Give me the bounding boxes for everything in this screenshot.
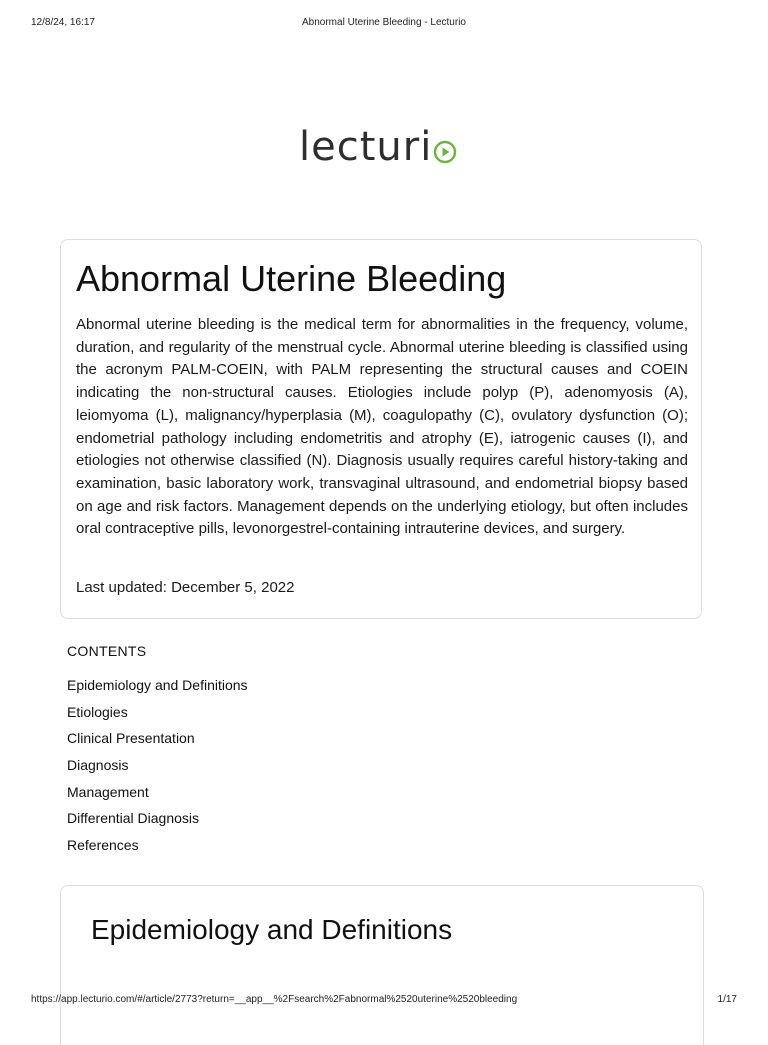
article-summary-card [60,239,702,619]
section-card-epidemiology [60,885,704,1045]
contents-link-clinical-presentation[interactable]: Clinical Presentation [67,730,195,747]
article-title: Abnormal Uterine Bleeding [76,258,507,299]
contents-link-epidemiology[interactable]: Epidemiology and Definitions [67,677,248,693]
last-updated: Last updated: December 5, 2022 [76,579,295,596]
print-header [31,17,737,31]
section-title: Epidemiology and Definitions [91,914,453,945]
contents-list [67,676,248,863]
play-circle-icon [433,140,457,164]
logo-wordmark: lecturi [299,124,433,170]
print-page-title: Abnormal Uterine Bleeding - Lecturio [302,17,466,28]
lecturio-logo[interactable] [299,123,489,171]
print-page-number: 1/17 [717,994,737,1005]
print-url: https://app.lecturio.com/#/article/2773?return=__app__%2Fsearch%2Fabnormal%2520uterine%2520bleeding [31,994,518,1005]
contents-link-diagnosis[interactable]: Diagnosis [67,757,129,774]
print-footer [31,994,737,1008]
article-summary: Abnormal uterine bleeding is the medical term for abnormalities in the frequency, volume, duration, and regularity of the menstrual cycle. Abnormal uterine bleeding is classified using the acronym PALM-COEIN, with PALM representing the structural causes and COEIN indicating the non-structural causes. Etiologies include polyp (P), adenomyosis (A), leiomyoma (L), malignancy/hyperplasia (M), coagulopathy (C), ovulatory dysfunction (O); endometrial pathology including endometritis and atrophy (E), iatrogenic causes (I), and etiologies not otherwise classified (N). Diagnosis usually requires careful history-taking and examination, basic laboratory work, transvaginal ultrasound, and endometrial biopsy based on age and risk factors. Management depends on the underlying etiology, but often includes oral contraceptive pills, levonorgestrel-containing intrauterine devices, and surgery. [76,316,688,538]
contents-heading: CONTENTS [67,643,147,659]
contents-link-differential-diagnosis[interactable]: Differential Diagnosis [67,810,200,827]
contents-link-references[interactable]: References [67,837,139,854]
print-datetime: 12/8/24, 16:17 [31,17,95,28]
contents-link-management[interactable]: Management [67,783,149,800]
contents-link-etiologies[interactable]: Etiologies [67,703,128,720]
